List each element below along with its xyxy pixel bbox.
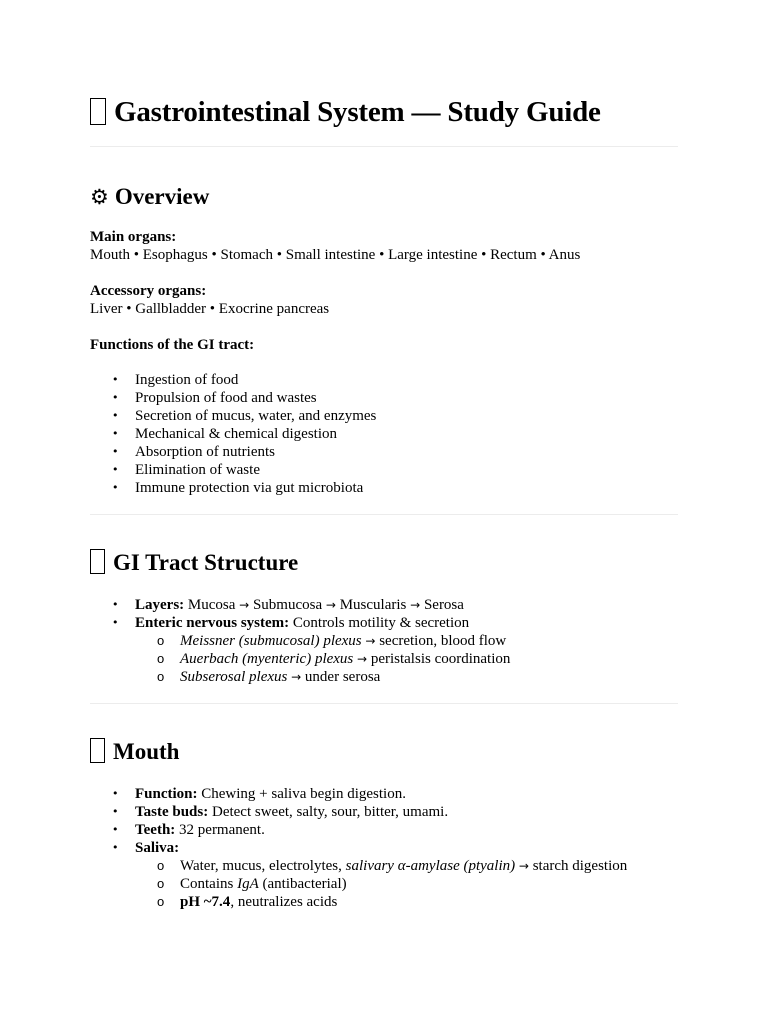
accessory-organs-text: Liver • Gallbladder • Exocrine pancreas [90, 301, 330, 317]
bullet: • [112, 823, 119, 836]
bullet: • [112, 598, 119, 611]
arrow-icon: → [410, 598, 421, 612]
list-item-ens: • Enteric nervous system: Controls motility & secretion o Meissner (submucosal) plexus → secretion, blood flow o Auerbach (myenteric) plexus → peristalsis coordination o Subserosal plexus → under serosa [90, 614, 678, 686]
bullet: • [112, 427, 119, 440]
list-item: o Auerbach (myenteric) plexus → peristalsis coordination [157, 651, 511, 667]
plexus-list [135, 632, 678, 686]
saliva-list [135, 857, 678, 911]
bullet: o [157, 876, 165, 891]
functions-list [90, 371, 678, 497]
list-item-teeth: • Teeth: 32 permanent. [112, 822, 265, 838]
list-item: o Subserosal plexus → under serosa [157, 669, 381, 685]
bullet: • [112, 463, 119, 476]
page-title-text: Gastrointestinal System — Study Guide [114, 96, 601, 128]
mouth-list [90, 785, 678, 911]
list-item: o Meissner (submucosal) plexus → secretion, blood flow [157, 633, 507, 649]
list-item: • Secretion of mucus, water, and enzymes [112, 408, 377, 424]
list-item: o Water, mucus, electrolytes, salivary α-amylase (ptyalin) → starch digestion [157, 858, 628, 874]
list-item: • Mechanical & chemical digestion [112, 426, 338, 442]
main-organs-block [90, 228, 678, 264]
bullet: • [112, 481, 119, 494]
list-item-function: • Function: Chewing + saliva begin digestion. [112, 786, 406, 802]
bullet: o [157, 858, 165, 873]
bullet: o [157, 894, 165, 909]
list-item: • Propulsion of food and wastes [112, 390, 317, 406]
gear-icon: ⚙ [90, 185, 109, 209]
bullet: • [112, 616, 119, 629]
missing-glyph-icon [90, 98, 106, 125]
bullet: • [112, 391, 119, 404]
bullet: • [112, 373, 119, 386]
page-title [90, 0, 678, 130]
missing-glyph-icon [90, 738, 105, 763]
section-heading-mouth [90, 737, 678, 767]
divider [90, 514, 678, 515]
bullet: o [157, 651, 165, 666]
bullet: • [112, 787, 119, 800]
section-heading-text: GI Tract Structure [113, 550, 299, 575]
bullet: • [112, 445, 119, 458]
accessory-organs-block [90, 282, 678, 318]
functions-label: Functions of the GI tract: [90, 337, 255, 353]
bullet: o [157, 669, 165, 684]
section-heading-gi-structure [90, 548, 678, 578]
accessory-organs-label: Accessory organs: [90, 283, 207, 299]
bullet: o [157, 633, 165, 648]
list-item: • Absorption of nutrients [112, 444, 275, 460]
arrow-icon: → [518, 859, 529, 873]
arrow-icon: → [357, 652, 368, 666]
list-item: • Elimination of waste [112, 462, 260, 478]
list-item: • Immune protection via gut microbiota [112, 480, 364, 496]
bullet: • [112, 841, 119, 854]
section-heading-text: Mouth [113, 739, 180, 764]
main-organs-text: Mouth • Esophagus • Stomach • Small intestine • Large intestine • Rectum • Anus [90, 247, 581, 263]
section-heading-text: Overview [114, 184, 210, 209]
arrow-icon: → [325, 598, 336, 612]
list-item: • Ingestion of food [112, 372, 239, 388]
list-item-saliva: • Saliva: o Water, mucus, electrolytes, salivary α-amylase (ptyalin) → starch digestion o Contains IgA (antibacterial) o pH ~7.4, neutralizes acids [90, 839, 678, 911]
gi-structure-list [90, 596, 678, 686]
bullet: • [112, 409, 119, 422]
missing-glyph-icon [90, 549, 105, 574]
main-organs-label: Main organs: [90, 229, 177, 245]
arrow-icon: → [291, 670, 302, 684]
list-item: o Contains IgA (antibacterial) [157, 876, 347, 892]
layers-label: Layers: [135, 597, 185, 613]
list-item: o pH ~7.4, neutralizes acids [157, 894, 338, 910]
arrow-icon: → [239, 598, 250, 612]
section-heading-overview [90, 182, 678, 212]
divider [90, 146, 678, 147]
ens-label: Enteric nervous system: [135, 615, 290, 631]
bullet: • [112, 805, 119, 818]
list-item-taste: • Taste buds: Detect sweet, salty, sour, bitter, umami. [112, 804, 449, 820]
divider [90, 703, 678, 704]
list-item-layers: • Layers: Mucosa → Submucosa → Muscularis → Serosa [112, 597, 464, 613]
arrow-icon: → [365, 634, 376, 648]
